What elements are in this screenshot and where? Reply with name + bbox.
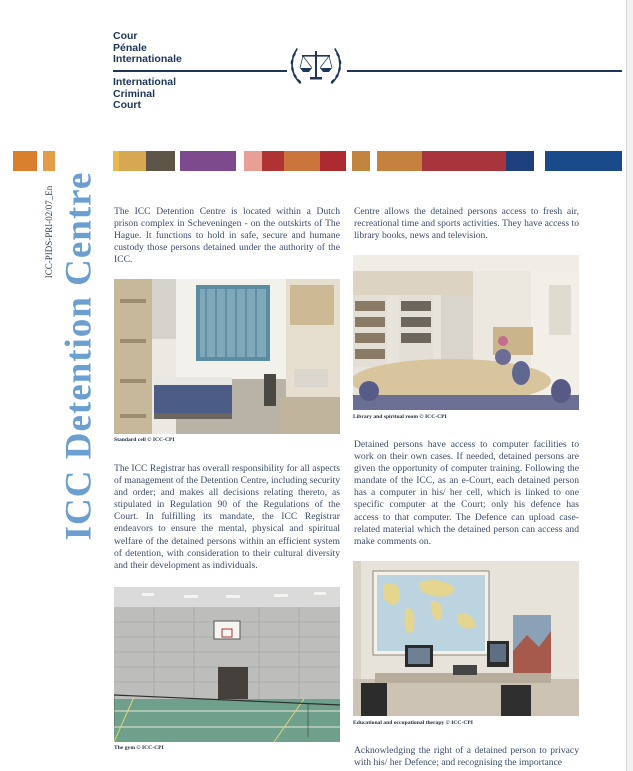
- org-fr-line-3: Internationale: [113, 53, 182, 65]
- org-en-line-3: Court: [113, 99, 141, 111]
- org-name-english: [113, 77, 176, 112]
- standard-cell-photo: [114, 279, 340, 434]
- caption-educational: Educational and occupational therapy © ICC-CPI: [353, 720, 473, 726]
- vertical-document-title: ICC Detention Centre: [58, 171, 100, 541]
- header-rule-right: [347, 70, 622, 72]
- gym-photo: [114, 587, 340, 742]
- stripe-block: [377, 151, 422, 171]
- stripe-block: [545, 151, 622, 171]
- classroom-photo: [353, 561, 579, 716]
- stripe-block: [146, 151, 175, 171]
- stripe-block: [119, 151, 146, 171]
- stripe-block: [352, 151, 370, 171]
- org-en-line-1: International: [113, 76, 177, 88]
- stripe-block: [506, 151, 534, 171]
- library-room-photo: [353, 255, 579, 410]
- stripe-block: [244, 151, 262, 171]
- icc-scales-emblem-icon: [285, 41, 347, 91]
- caption-standard-cell: Standard cell © ICC-CPI: [114, 437, 175, 443]
- stripe-block: [422, 151, 506, 171]
- privacy-paragraph: Acknowledging the right of a detained person to privacy with his/ her Defence; and recognising the importance: [354, 745, 579, 769]
- org-en-line-2: Criminal: [113, 87, 156, 100]
- intro-paragraph: The ICC Detention Centre is located within a Dutch prison complex in Scheveningen - on the outskirts of The Hague. It functions to hold in safe, secure and humane custody those persons detained under the authority of the ICC.: [114, 206, 340, 266]
- stripe-block: [262, 151, 284, 171]
- org-name-french: [113, 31, 182, 66]
- stripe-block: [284, 151, 320, 171]
- stripe-block: [13, 151, 37, 171]
- caption-library: Library and spiritual room © ICC-CPI: [353, 414, 447, 420]
- caption-gym: The gym © ICC-CPI: [114, 745, 164, 751]
- registrar-paragraph: The ICC Registrar has overall responsibility for all aspects of management of the Detention Centre, including security and order; and makes all decisions relating thereto, as stipulated in Regulation 90 of the Regulations of the Court. In fulfilling its mandate, the ICC Registrar endeavors to ensure the mental, physical and spiritual welfare of the detained persons within an efficient system of detention, with consideration to their cultural diversity and their development as individuals.: [114, 463, 340, 571]
- document-reference-code: ICC-PIDS-PRI-02/07_En: [44, 185, 54, 279]
- recreation-paragraph: Centre allows the detained persons access to fresh air, recreational time and sports activities. They have access to library books, news and television.: [354, 206, 579, 242]
- computer-facilities-paragraph: Detained persons have access to computer facilities to work on their own cases. If needed, detained persons are given the opportunity of computer training. Following the mandate of the ICC, as an e-Court, each detained person has a computer in his/ her cell, which is linked to one specific computer at the Court; only his defence has access to that computer. The Defence can upload case-related material which the detained person can access and make comments on.: [354, 439, 579, 547]
- header-rule-left: [113, 70, 287, 72]
- org-fr-line-1: Cour: [113, 30, 138, 42]
- org-fr-line-2: Pénale: [113, 41, 147, 54]
- stripe-block: [320, 151, 346, 171]
- stripe-block: [180, 151, 236, 171]
